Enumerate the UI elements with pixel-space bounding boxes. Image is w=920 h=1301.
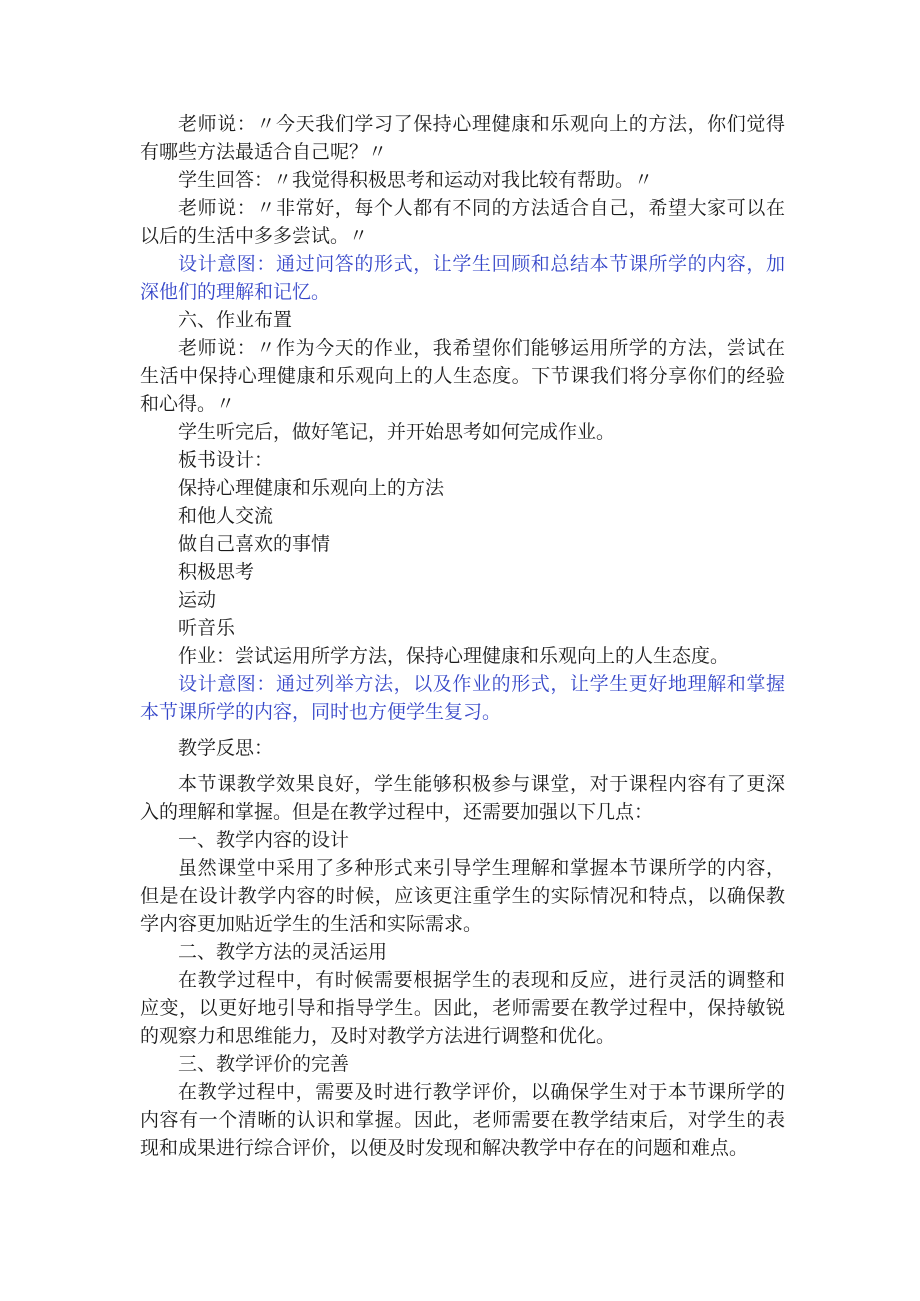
dialogue-teacher-homework: 老师说：〃作为今天的作业，我希望你们能够运用所学的方法，尝试在生活中保持心理健康和乐观向上的人生态度。下节课我们将分享你们的经验和心得。〃 [140,337,785,415]
board-homework: 作业：尝试运用所学方法，保持心理健康和乐观向上的人生态度。 [178,645,730,667]
design-intent-1: 设计意图：通过问答的形式，让学生回顾和总结本节课所学的内容，加深他们的理解和记忆。 [140,253,785,303]
board-item: 积极思考 [178,561,255,583]
reflection-point-1-body: 虽然课堂中采用了多种形式来引导学生理解和掌握本节课所学的内容，但是在设计教学内容的时候，应该更注重学生的实际情况和特点，以确保教学内容更加贴近学生的生活和实际需求。 [140,857,785,935]
reflection-point-2-heading: 二、教学方法的灵活运用 [178,941,388,963]
design-intent-2: 设计意图：通过列举方法，以及作业的形式，让学生更好地理解和掌握本节课所学的内容，同时也方便学生复习。 [140,673,785,723]
reflection-point-3-heading: 三、教学评价的完善 [178,1053,350,1075]
board-item-title: 保持心理健康和乐观向上的方法 [178,477,445,499]
dialogue-student-answer: 学生回答：〃我觉得积极思考和运动对我比较有帮助。〃 [178,169,654,191]
reflection-point-3-body: 在教学过程中，需要及时进行教学评价，以确保学生对于本节课所学的内容有一个清晰的认识和掌握。因此，老师需要在教学结束后，对学生的表现和成果进行综合评价，以便及时发现和解决教学中存在的问题和难点。 [140,1081,785,1159]
board-item: 运动 [178,589,217,611]
student-action: 学生听完后，做好笔记，并开始思考如何完成作业。 [178,421,616,443]
reflection-heading: 教学反思： [178,737,274,759]
reflection-point-2-body: 在教学过程中，有时候需要根据学生的表现和反应，进行灵活的调整和应变，以更好地引导和指导学生。因此，老师需要在教学过程中，保持敏锐的观察力和思维能力，及时对教学方法进行调整和优化。 [140,969,785,1047]
board-item: 做自己喜欢的事情 [178,533,331,555]
section-heading-homework: 六、作业布置 [178,309,293,331]
dialogue-teacher-response: 老师说：〃非常好，每个人都有不同的方法适合自己，希望大家可以在以后的生活中多多尝试。〃 [140,197,785,247]
document-page [140,110,785,1162]
dialogue-teacher-question: 老师说：〃今天我们学习了保持心理健康和乐观向上的方法，你们觉得有哪些方法最适合自己呢？〃 [140,113,785,163]
board-design-label: 板书设计： [178,449,274,471]
reflection-point-1-heading: 一、教学内容的设计 [178,829,350,851]
reflection-summary: 本节课教学效果良好，学生能够积极参与课堂，对于课程内容有了更深入的理解和掌握。但是在教学过程中，还需要加强以下几点： [140,773,785,823]
board-item: 听音乐 [178,617,236,639]
board-item: 和他人交流 [178,505,274,527]
